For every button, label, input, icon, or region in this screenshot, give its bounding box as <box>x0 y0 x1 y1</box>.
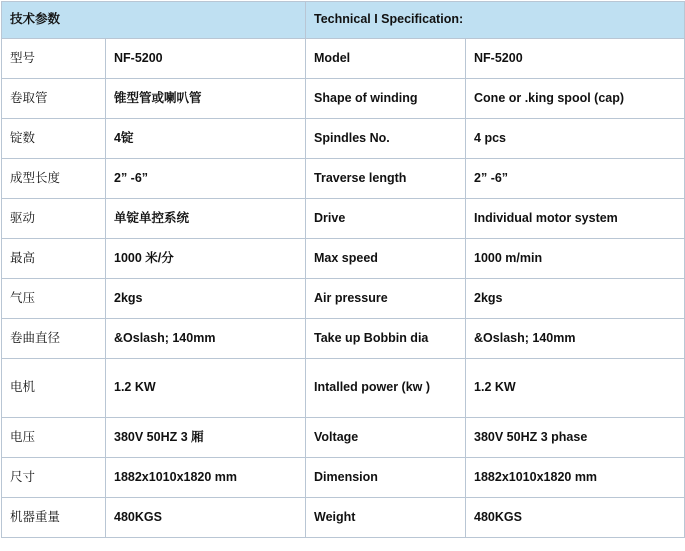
row-label-en: Take up Bobbin dia <box>306 319 466 359</box>
row-value-en: &Oslash; 140mm <box>466 319 685 359</box>
row-value-en: Cone or .king spool (cap) <box>466 79 685 119</box>
table-header <box>2 2 685 39</box>
row-label-en: Model <box>306 39 466 79</box>
row-label-en: Shape of winding <box>306 79 466 119</box>
row-value-en: 1882x1010x1820 mm <box>466 458 685 498</box>
row-label-cn: 尺寸 <box>2 458 106 498</box>
row-label-en: Intalled power (kw ) <box>306 359 466 418</box>
row-value-cn: 480KGS <box>106 498 306 538</box>
row-value-cn: 1882x1010x1820 mm <box>106 458 306 498</box>
row-label-cn: 驱动 <box>2 199 106 239</box>
row-value-en: 380V 50HZ 3 phase <box>466 418 685 458</box>
row-value-en: 2kgs <box>466 279 685 319</box>
row-value-cn: 2” -6” <box>106 159 306 199</box>
row-value-en: 1.2 KW <box>466 359 685 418</box>
table-row <box>2 279 685 319</box>
row-value-en: 4 pcs <box>466 119 685 159</box>
table-row <box>2 418 685 458</box>
row-label-en: Dimension <box>306 458 466 498</box>
row-label-en: Air pressure <box>306 279 466 319</box>
row-value-cn: 380V 50HZ 3 厢 <box>106 418 306 458</box>
row-label-cn: 卷取管 <box>2 79 106 119</box>
table-row <box>2 119 685 159</box>
row-label-cn: 电压 <box>2 418 106 458</box>
table-row <box>2 39 685 79</box>
table-header-row <box>2 2 685 39</box>
row-label-cn: 锭数 <box>2 119 106 159</box>
table-row <box>2 319 685 359</box>
row-label-cn: 气压 <box>2 279 106 319</box>
table-row <box>2 359 685 418</box>
row-value-cn: 1000 米/分 <box>106 239 306 279</box>
row-value-en: 1000 m/min <box>466 239 685 279</box>
row-value-en: 480KGS <box>466 498 685 538</box>
row-value-en: NF-5200 <box>466 39 685 79</box>
table-row <box>2 458 685 498</box>
row-label-cn: 最高 <box>2 239 106 279</box>
table-row <box>2 239 685 279</box>
row-value-en: Individual motor system <box>466 199 685 239</box>
row-label-cn: 成型长度 <box>2 159 106 199</box>
table-row <box>2 498 685 538</box>
row-value-cn: &Oslash; 140mm <box>106 319 306 359</box>
row-value-cn: 4锭 <box>106 119 306 159</box>
header-chinese: 技术参数 <box>2 2 306 39</box>
row-value-cn: 2kgs <box>106 279 306 319</box>
row-label-en: Drive <box>306 199 466 239</box>
row-label-en: Voltage <box>306 418 466 458</box>
row-label-cn: 型号 <box>2 39 106 79</box>
row-value-cn: 1.2 KW <box>106 359 306 418</box>
row-label-cn: 卷曲直径 <box>2 319 106 359</box>
row-label-en: Weight <box>306 498 466 538</box>
row-label-en: Max speed <box>306 239 466 279</box>
technical-specification-table <box>1 1 685 538</box>
row-value-cn: 锥型管或喇叭管 <box>106 79 306 119</box>
table-row <box>2 159 685 199</box>
row-label-en: Spindles No. <box>306 119 466 159</box>
table-row <box>2 199 685 239</box>
table-body <box>2 39 685 538</box>
row-value-en: 2” -6” <box>466 159 685 199</box>
row-value-cn: NF-5200 <box>106 39 306 79</box>
row-label-en: Traverse length <box>306 159 466 199</box>
row-label-cn: 机器重量 <box>2 498 106 538</box>
header-english: Technical I Specification: <box>306 2 685 39</box>
table-row <box>2 79 685 119</box>
row-label-cn: 电机 <box>2 359 106 418</box>
row-value-cn: 单锭单控系统 <box>106 199 306 239</box>
